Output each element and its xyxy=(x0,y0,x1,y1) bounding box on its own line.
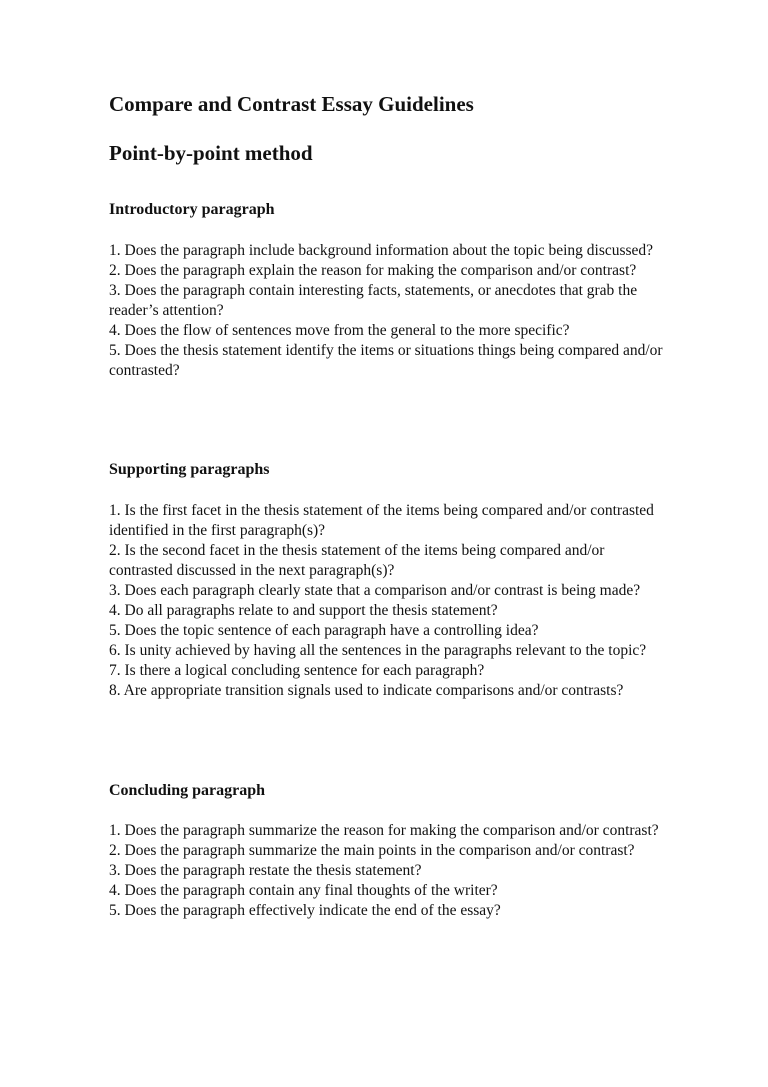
section-heading-supporting: Supporting paragraphs xyxy=(109,461,270,478)
document-title: Compare and Contrast Essay Guidelines xyxy=(109,92,474,116)
list-item: 2. Is the second facet in the thesis statement of the items being compared and/or contrasted discussed in the next paragraph(s)? xyxy=(109,542,605,579)
list-item: 3. Does each paragraph clearly state that a comparison and/or contrast is being made? xyxy=(109,582,641,599)
list-item: 7. Is there a logical concluding sentence for each paragraph? xyxy=(109,662,485,679)
list-item: 3. Does the paragraph restate the thesis statement? xyxy=(109,862,422,879)
section-heading-concluding: Concluding paragraph xyxy=(109,782,266,799)
list-item: 1. Does the paragraph include background information about the topic being discussed? xyxy=(109,242,654,259)
list-item: 5. Does the paragraph effectively indicate the end of the essay? xyxy=(109,902,501,919)
supporting-checklist xyxy=(109,501,664,701)
list-item: 1. Does the paragraph summarize the reason for making the comparison and/or contrast? xyxy=(109,822,659,839)
list-item: 4. Does the flow of sentences move from the general to the more specific? xyxy=(109,322,570,339)
list-item: 2. Does the paragraph explain the reason for making the comparison and/or contrast? xyxy=(109,262,637,279)
list-item: 5. Does the thesis statement identify the items or situations things being compared and/or contrasted? xyxy=(109,342,663,379)
introductory-checklist xyxy=(109,241,664,381)
section-heading-introductory: Introductory paragraph xyxy=(109,201,275,218)
list-item: 3. Does the paragraph contain interesting facts, statements, or anecdotes that grab the reader’s attention? xyxy=(109,282,638,319)
list-item: 8. Are appropriate transition signals used to indicate comparisons and/or contrasts? xyxy=(109,682,624,699)
list-item: 5. Does the topic sentence of each paragraph have a controlling idea? xyxy=(109,622,539,639)
list-item: 4. Does the paragraph contain any final thoughts of the writer? xyxy=(109,882,498,899)
list-item: 6. Is unity achieved by having all the sentences in the paragraphs relevant to the topic? xyxy=(109,642,647,659)
concluding-checklist xyxy=(109,821,664,921)
document-subtitle: Point-by-point method xyxy=(109,141,313,165)
list-item: 4. Do all paragraphs relate to and support the thesis statement? xyxy=(109,602,498,619)
list-item: 1. Is the first facet in the thesis statement of the items being compared and/or contrasted identified in the first paragraph(s)? xyxy=(109,502,654,539)
list-item: 2. Does the paragraph summarize the main points in the comparison and/or contrast? xyxy=(109,842,635,859)
